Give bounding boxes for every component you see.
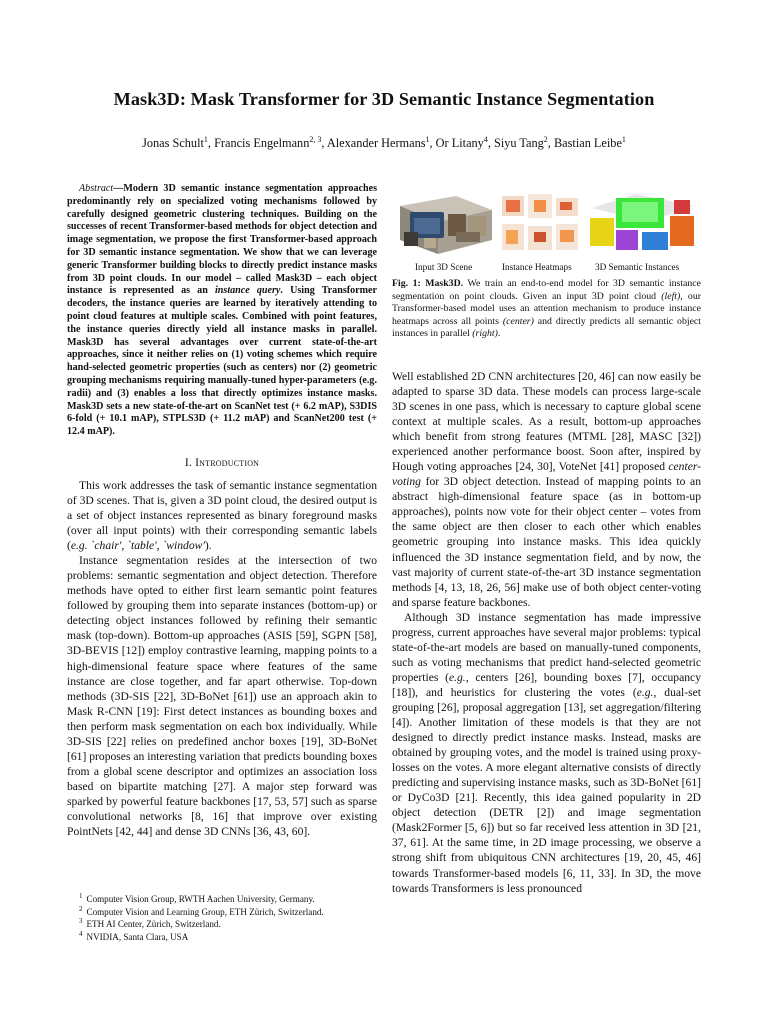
footnote: $^4$ NVIDIA, Santa Clara, USA bbox=[79, 929, 189, 942]
paragraph: This work addresses the task of semantic instance segmentation of 3D scenes. That is, given a 3D point cloud, the desired output is a set of object instances represented as binary foreground masks (over all input points) with their corresponding semantic labels (e.g. `chair', `table', `window'). bbox=[67, 478, 377, 553]
author: Alexander Hermans$^1$, bbox=[326, 135, 436, 150]
footnote: $^1$ Computer Vision Group, RWTH Aachen University, Germany. bbox=[79, 892, 315, 904]
footnotes bbox=[67, 893, 377, 943]
author: Bastian Leibe$^1$ bbox=[553, 135, 626, 150]
right-column bbox=[392, 188, 701, 896]
author: Or Litany$^4$, bbox=[435, 135, 494, 150]
author: Siyu Tang$^2$, bbox=[493, 135, 554, 150]
section-heading-introduction: I. Introduction bbox=[184, 455, 260, 469]
semantic-instances-image bbox=[586, 188, 699, 258]
figure-1 bbox=[392, 188, 701, 274]
input-scene-image bbox=[396, 188, 494, 258]
figure-label-heatmaps: Instance Heatmaps bbox=[502, 262, 572, 272]
introduction-text bbox=[67, 478, 377, 839]
left-column bbox=[67, 183, 377, 839]
footnote: $^2$ Computer Vision and Learning Group, ETH Zürich, Switzerland. bbox=[79, 904, 324, 917]
author: Jonas Schult$^1$, bbox=[142, 135, 215, 150]
instance-heatmaps-image bbox=[498, 188, 582, 258]
right-body-text bbox=[392, 369, 701, 896]
figure-label-input: Input 3D Scene bbox=[415, 262, 473, 272]
abstract: Abstract—Modern 3D semantic instance segmentation approaches predominantly rely on specialized voting mechanisms followed by carefully designed geometric clustering techniques. Building on the successes of recent Transformer-based methods for object detection and image segmentation, we propose the first Transformer-based approach for 3D semantic instance segmentation. We show that we can leverage generic Transformer building blocks to directly predict instance masks from 3D point clouds. In our model – called Mask3D – each object instance is represented as an instance query. Using Transformer decoders, the instance queries are learned by iteratively attending to point cloud features at multiple scales. Combined with point features, the instance queries directly yield all instance masks in parallel. Mask3D has several advantages over current state-of-the-art approaches, since it neither relies on (1) voting schemes which require hand-selected geometric properties (such as centers) nor (2) geometric grouping mechanisms requiring manually-tuned hyper-parameters (e.g. radii) and (3) enables a loss that directly optimizes instance masks. Mask3D sets a new state-of-the-art on ScanNet test (+ 6.2 mAP), S3DIS 6-fold (+ 10.1 mAP), STPLS3D (+ 11.2 mAP) and ScanNet200 test (+ 12.4 mAP). bbox=[67, 183, 377, 438]
author: Francis Engelmann$^{2, 3}$, bbox=[214, 135, 327, 150]
paragraph: Instance segmentation resides at the intersection of two problems: semantic segmentation and object detection. Therefore methods have opted to either first learn semantic point features followed by grouping them into separate instances (bottom-up) or detecting object instances followed by refining their semantic mask (top-down). Bottom-up approaches (ASIS [59], SGPN [58], 3D-BEVIS [12]) employ contrastive learning, mapping points to a high-dimensional feature space where features of the same instance are close together, and far apart otherwise. Top-down methods (3D-SIS [22], 3D-BoNet [61]) use an approach akin to Mask R-CNN [19]: First detect instances as bounding boxes and then perform mask segmentation on each box individually. While 3D-SIS [22] relies on predefined anchor boxes [19], 3D-BoNet [61] proposes an interesting variation that predicts bounding boxes from a global scene descriptor and optimizes an association loss based on bipartite matching [27]. A major step forward was sparked by powerful feature backbones [17, 53, 57] such as sparse convolutional networks [8, 16] that improve over existing PointNets [42, 44] and dense 3D CNNs [36, 43, 60]. bbox=[67, 554, 377, 839]
paragraph: Well established 2D CNN architectures [20, 46] can now easily be adapted to sparse 3D data. These models can process large-scale 3D scenes in one pass, which is necessary to capture global scene context at multiple scales. As a result, bottom-up approaches which benefit from strong features (MTML [28], MASC [32]) experienced another performance boost. Soon after, inspired by Hough voting approaches [24, 30], VoteNet [41] proposed center-voting for 3D object detection. Instead of mapping points to an abstract high-dimensional feature space (as in bottom-up approaches), points now vote for their object center – votes from the same object are then closer to each other which enables geometric grouping into instance masks. This idea quickly influenced the 3D instance segmentation field, and by now, the vast majority of current state-of-the-art 3D instance segmentation methods [4, 13, 18, 26, 56] make use of both object center-voting and sparse feature backbones. bbox=[392, 369, 701, 609]
paragraph: Although 3D instance segmentation has made impressive progress, current approaches have several major problems: typical state-of-the-art models are based on manually-tuned components, such as voting mechanisms that predict hand-selected geometric properties (e.g., centers [26], bounding boxes [7], occupancy [18]), and heuristics for clustering the votes (e.g., dual-set grouping [26], proposal aggregation [13], set aggregation/filtering [4]). Another limitation of these models is that they are not designed to directly predict instance masks. Instead, masks are obtained by grouping votes, and the model is trained using proxy-losses on the votes. A more elegant alternative consists of directly predicting and supervising instance masks, such as 3D-BoNet [61] or DyCo3D [21]. Recently, this idea gained popularity in 2D object detection (DETR [2]) and image segmentation (Mask2Former [5, 6]) but so far received less attention in 3D [21, 37, 61]. At the same time, in 2D image processing, we observe a strong shift from ubiquitous CNN architectures [19, 20, 45, 46] towards Transformer-based models [6, 11, 33]. In 3D, the move towards Transformers is less pronounced bbox=[392, 610, 701, 895]
paper-title: Mask3D: Mask Transformer for 3D Semantic Instance Segmentation bbox=[113, 89, 655, 109]
figure-caption: Fig. 1: Mask3D. We train an end-to-end model for 3D semantic instance segmentation on point clouds. Given an input 3D point cloud (left), our Transformer-based model uses an attention mechanism to produce instance heatmaps across all points (center) and directly predicts all semantic object instances in parallel (right). bbox=[392, 278, 701, 340]
figure-label-instances: 3D Semantic Instances bbox=[595, 262, 680, 272]
footnote: $^3$ ETH AI Center, Zürich, Switzerland. bbox=[79, 917, 221, 929]
author-list bbox=[0, 136, 768, 151]
